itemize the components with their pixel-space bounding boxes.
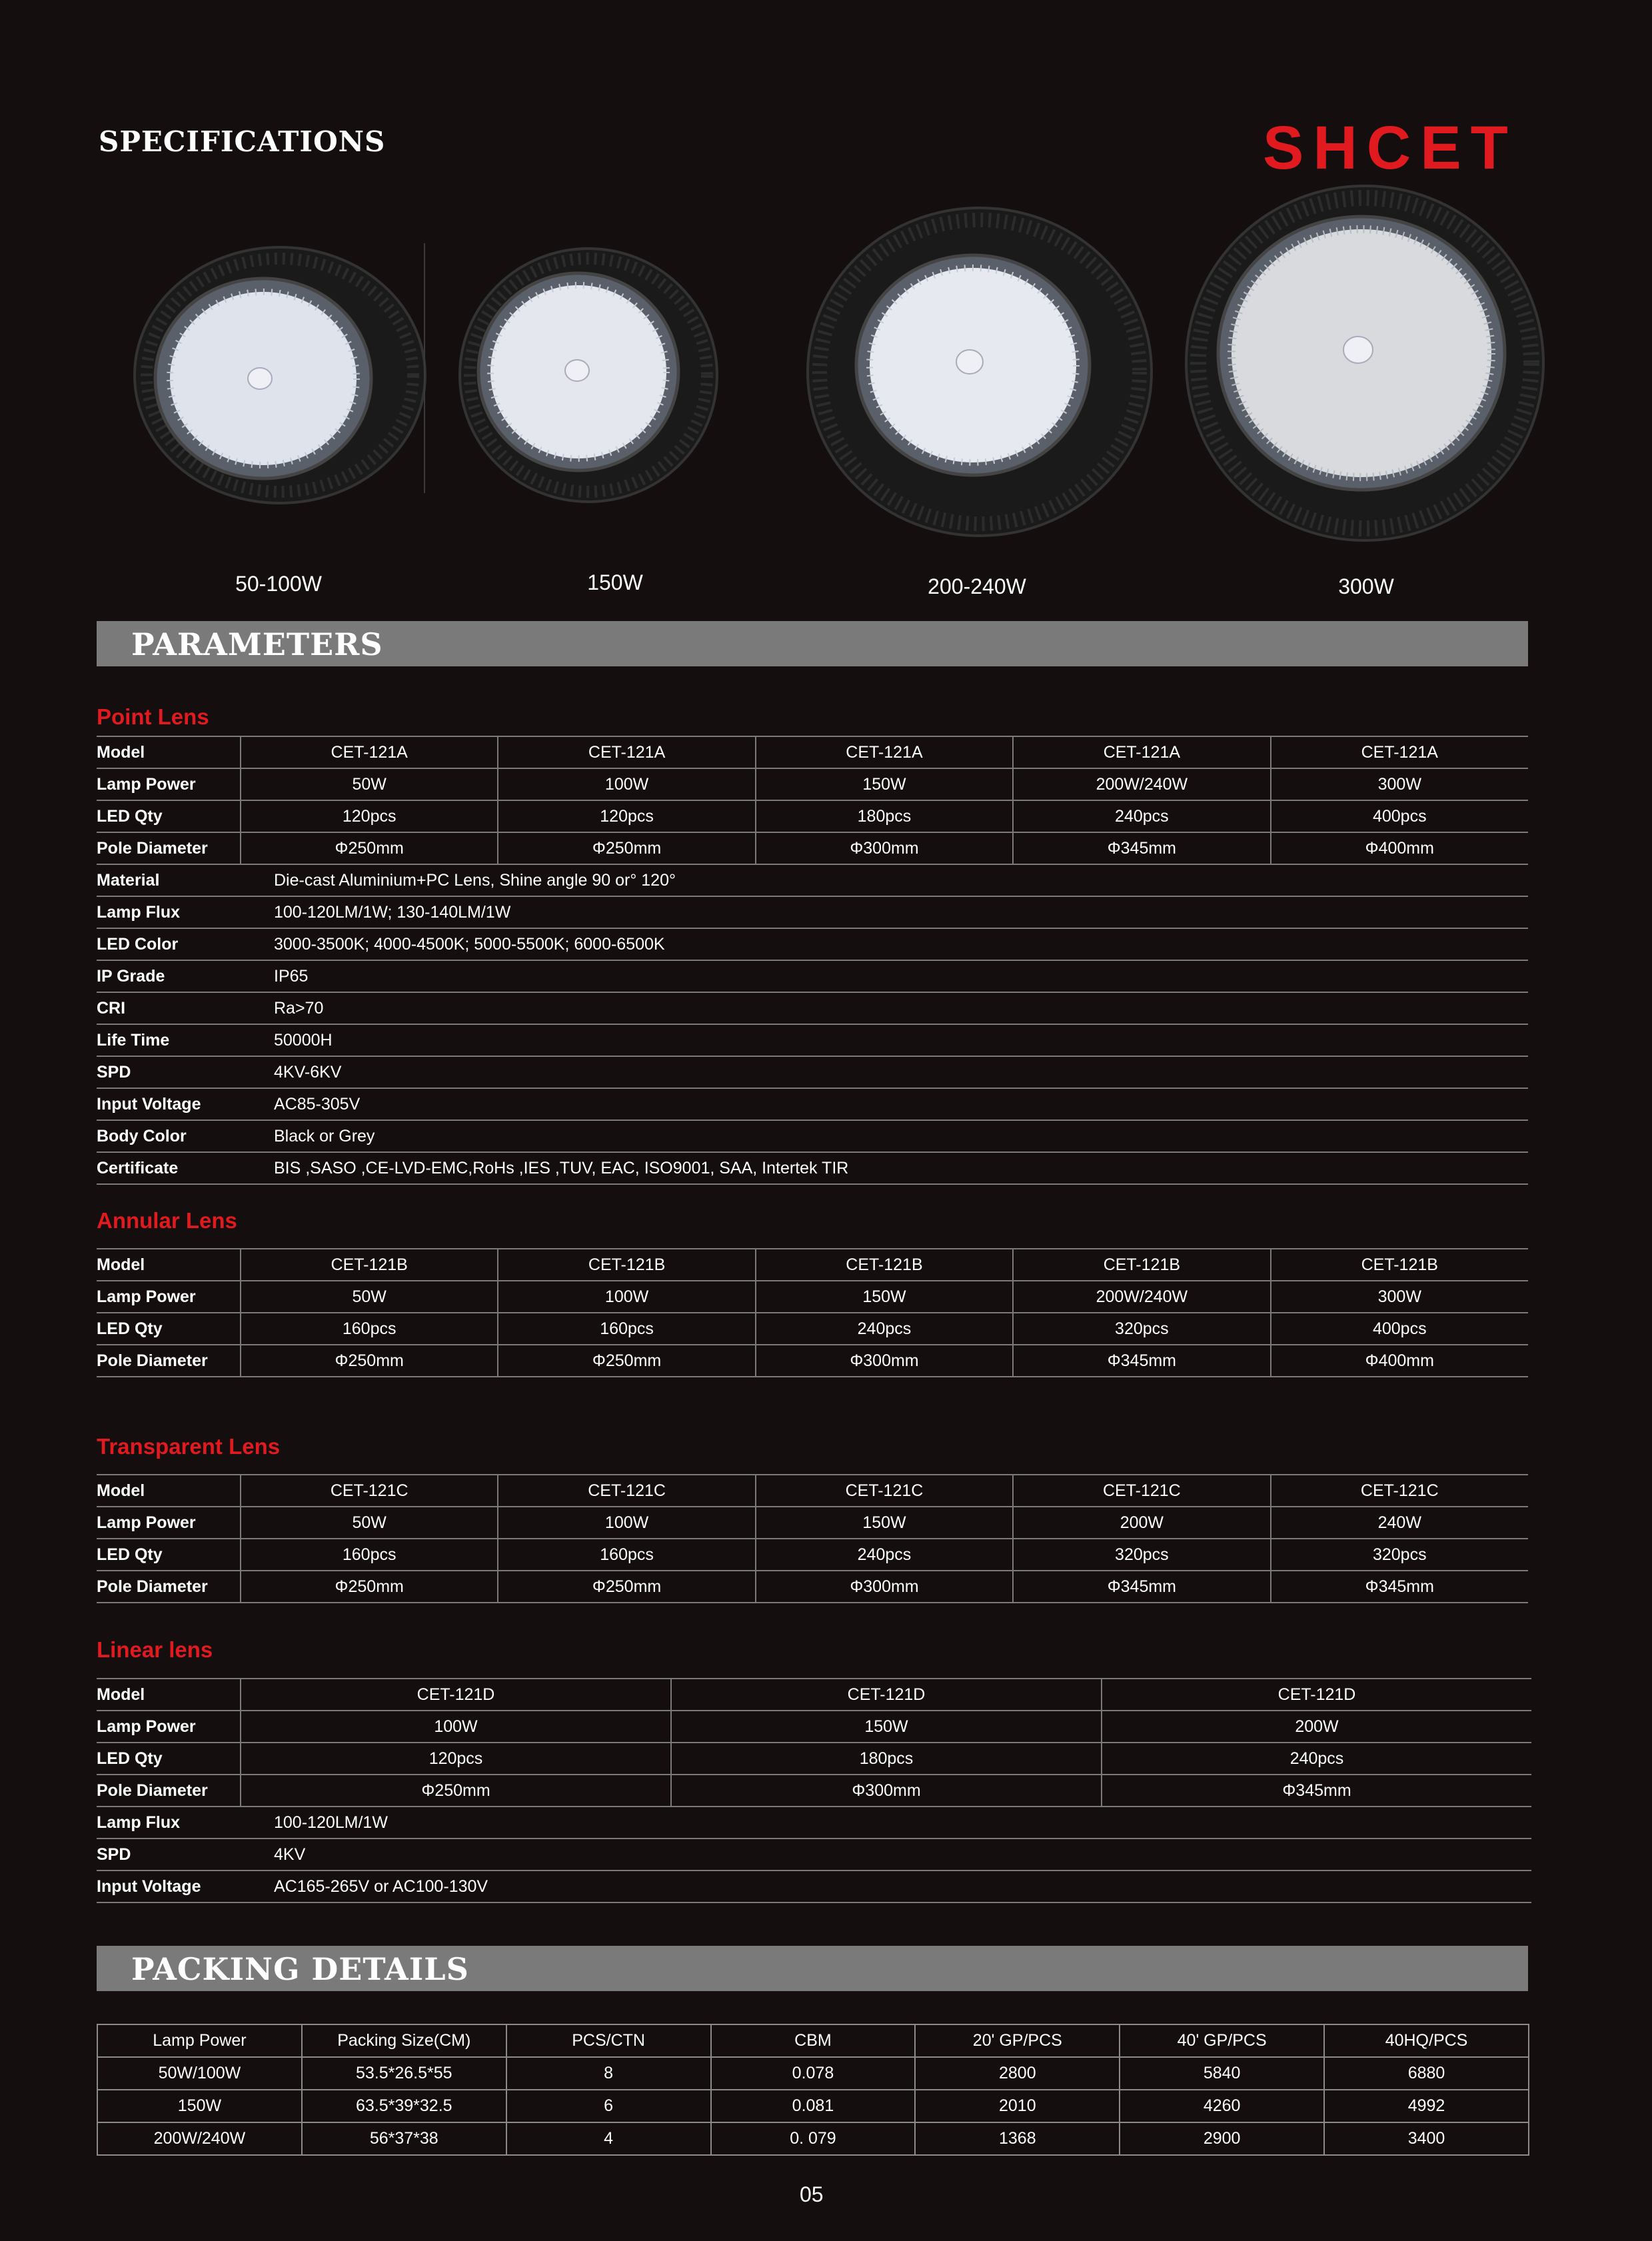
table-cell: Black or Grey xyxy=(241,1120,1528,1152)
row-label: CRI xyxy=(97,992,241,1024)
table-cell: 56*37*38 xyxy=(302,2122,506,2155)
table-cell: IP65 xyxy=(241,960,1528,992)
table-row xyxy=(97,1807,1531,1839)
table-cell: 200W/240W xyxy=(97,2122,302,2155)
table-row xyxy=(97,1743,1531,1775)
row-label: Body Color xyxy=(97,1120,241,1152)
table-cell: Φ400mm xyxy=(1271,1345,1528,1377)
table-cell: CET-121C xyxy=(241,1475,498,1507)
table-cell: 63.5*39*32.5 xyxy=(302,2090,506,2122)
row-label: Model xyxy=(97,1475,241,1507)
row-label: Pole Diameter xyxy=(97,1775,241,1807)
table-cell: 53.5*26.5*55 xyxy=(302,2057,506,2090)
table-cell: 150W xyxy=(756,1281,1013,1313)
brand-logo: SHCET xyxy=(1263,114,1517,182)
table-cell: 200W xyxy=(1013,1507,1270,1539)
product-label: 200-240W xyxy=(928,574,1026,598)
table-row xyxy=(97,1870,1531,1902)
row-label: Lamp Power xyxy=(97,1281,241,1313)
table-cell: CET-121B xyxy=(498,1249,755,1281)
table-cell: 120pcs xyxy=(498,800,755,832)
table-cell: 6880 xyxy=(1324,2057,1529,2090)
page-title: SPECIFICATIONS xyxy=(99,125,386,158)
row-label: Material xyxy=(97,864,241,896)
row-label: Pole Diameter xyxy=(97,1345,241,1377)
table-cell: 0.081 xyxy=(711,2090,916,2122)
table-cell: 240pcs xyxy=(1013,800,1270,832)
point-lens-table xyxy=(97,736,1528,1185)
table-row xyxy=(97,800,1528,832)
row-label: LED Color xyxy=(97,928,241,960)
table-row xyxy=(97,928,1528,960)
row-label: Lamp Power xyxy=(97,1711,241,1743)
table-cell: 100W xyxy=(498,768,755,800)
product-label: 150W xyxy=(587,570,643,594)
table-cell: 4KV-6KV xyxy=(241,1056,1528,1088)
table-cell: 3000-3500K; 4000-4500K; 5000-5500K; 6000-6500K xyxy=(241,928,1528,960)
row-label: Lamp Flux xyxy=(97,896,241,928)
table-cell: 50W xyxy=(241,1281,498,1313)
table-row xyxy=(97,832,1528,864)
row-label: Pole Diameter xyxy=(97,1571,241,1603)
table-row xyxy=(97,2122,1529,2155)
row-label: LED Qty xyxy=(97,1743,241,1775)
table-cell: CET-121A xyxy=(498,736,755,768)
table-row xyxy=(97,1249,1528,1281)
annular-lens-table xyxy=(97,1248,1528,1377)
table-row xyxy=(97,1056,1528,1088)
row-label: Lamp Flux xyxy=(97,1807,241,1839)
table-cell: Φ345mm xyxy=(1271,1571,1528,1603)
point-lens-title: Point Lens xyxy=(97,704,209,729)
table-cell: 120pcs xyxy=(241,800,498,832)
table-cell: 3400 xyxy=(1324,2122,1529,2155)
row-label: Model xyxy=(97,736,241,768)
column-header: 20' GP/PCS xyxy=(915,2024,1120,2057)
table-cell: 5840 xyxy=(1120,2057,1324,2090)
table-row xyxy=(97,736,1528,768)
table-cell: 400pcs xyxy=(1271,800,1528,832)
table-cell: Ra>70 xyxy=(241,992,1528,1024)
table-row xyxy=(97,1313,1528,1345)
table-row xyxy=(97,1539,1528,1571)
table-cell: Φ300mm xyxy=(756,1345,1013,1377)
table-cell: Φ250mm xyxy=(498,1345,755,1377)
table-cell: CET-121D xyxy=(671,1679,1102,1711)
row-label: Pole Diameter xyxy=(97,832,241,864)
table-cell: Φ400mm xyxy=(1271,832,1528,864)
table-cell: 200W/240W xyxy=(1013,1281,1270,1313)
table-row xyxy=(97,864,1528,896)
row-label: Lamp Power xyxy=(97,768,241,800)
table-row xyxy=(97,1024,1528,1056)
transparent-lens-title: Transparent Lens xyxy=(97,1434,281,1459)
table-cell: Φ300mm xyxy=(671,1775,1102,1807)
table-cell: CET-121A xyxy=(1271,736,1528,768)
table-cell: 160pcs xyxy=(498,1313,755,1345)
table-cell: CET-121A xyxy=(756,736,1013,768)
table-cell: 180pcs xyxy=(671,1743,1102,1775)
table-cell: CET-121B xyxy=(756,1249,1013,1281)
table-cell: 240pcs xyxy=(756,1313,1013,1345)
table-cell: 240pcs xyxy=(756,1539,1013,1571)
table-cell: 200W xyxy=(1102,1711,1531,1743)
table-row xyxy=(97,1679,1531,1711)
table-cell: 4992 xyxy=(1324,2090,1529,2122)
table-cell: Φ300mm xyxy=(756,832,1013,864)
table-header-row xyxy=(97,2024,1529,2057)
table-row xyxy=(97,1711,1531,1743)
table-cell: 320pcs xyxy=(1271,1539,1528,1571)
table-cell: Φ300mm xyxy=(756,1571,1013,1603)
column-header: CBM xyxy=(711,2024,916,2057)
packing-table xyxy=(97,2024,1529,2156)
table-cell: 4KV xyxy=(241,1839,1531,1870)
table-cell: Φ250mm xyxy=(241,832,498,864)
table-cell: CET-121B xyxy=(1271,1249,1528,1281)
row-label: LED Qty xyxy=(97,800,241,832)
packing-band xyxy=(97,1946,1528,1991)
row-label: LED Qty xyxy=(97,1313,241,1345)
table-cell: 4260 xyxy=(1120,2090,1324,2122)
parameters-heading: PARAMETERS xyxy=(131,626,383,662)
table-cell: 0.078 xyxy=(711,2057,916,2090)
table-cell: CET-121D xyxy=(241,1679,671,1711)
product-label: 300W xyxy=(1338,574,1394,598)
table-cell: Φ250mm xyxy=(241,1571,498,1603)
table-cell: CET-121B xyxy=(241,1249,498,1281)
table-cell: Φ250mm xyxy=(498,1571,755,1603)
column-header: Packing Size(CM) xyxy=(302,2024,506,2057)
linear-lens-title: Linear lens xyxy=(97,1637,213,1662)
table-cell: 120pcs xyxy=(241,1743,671,1775)
table-cell: Die-cast Aluminium+PC Lens, Shine angle 90 or° 120° xyxy=(241,864,1528,896)
table-cell: AC165-265V or AC100-130V xyxy=(241,1870,1531,1902)
table-row xyxy=(97,1281,1528,1313)
table-cell: Φ250mm xyxy=(241,1345,498,1377)
table-cell: 320pcs xyxy=(1013,1539,1270,1571)
row-label: Lamp Power xyxy=(97,1507,241,1539)
table-cell: 160pcs xyxy=(241,1539,498,1571)
divider xyxy=(424,243,425,493)
table-row xyxy=(97,896,1528,928)
table-row xyxy=(97,2090,1529,2122)
parameters-band xyxy=(97,621,1528,666)
table-cell: Φ250mm xyxy=(498,832,755,864)
table-cell: 200W/240W xyxy=(1013,768,1270,800)
table-cell: 400pcs xyxy=(1271,1313,1528,1345)
page-number: 05 xyxy=(800,2182,824,2206)
table-row xyxy=(97,1571,1528,1603)
table-row xyxy=(97,1345,1528,1377)
table-cell: 100W xyxy=(498,1507,755,1539)
row-label: SPD xyxy=(97,1839,241,1870)
row-label: LED Qty xyxy=(97,1539,241,1571)
table-cell: CET-121B xyxy=(1013,1249,1270,1281)
table-row xyxy=(97,768,1528,800)
table-cell: 240pcs xyxy=(1102,1743,1531,1775)
table-cell: 240W xyxy=(1271,1507,1528,1539)
table-cell: 300W xyxy=(1271,1281,1528,1313)
table-row xyxy=(97,1507,1528,1539)
lamp-image-150w xyxy=(458,245,718,505)
column-header: 40' GP/PCS xyxy=(1120,2024,1324,2057)
table-cell: 150W xyxy=(671,1711,1102,1743)
row-label: Life Time xyxy=(97,1024,241,1056)
table-cell: 150W xyxy=(756,1507,1013,1539)
row-label: Input Voltage xyxy=(97,1870,241,1902)
table-cell: 100W xyxy=(498,1281,755,1313)
table-cell: Φ345mm xyxy=(1013,1571,1270,1603)
table-cell: CET-121A xyxy=(241,736,498,768)
table-cell: CET-121C xyxy=(756,1475,1013,1507)
linear-lens-table xyxy=(97,1678,1531,1903)
row-label: Model xyxy=(97,1249,241,1281)
table-cell: Φ345mm xyxy=(1102,1775,1531,1807)
table-cell: 150W xyxy=(97,2090,302,2122)
row-label: Model xyxy=(97,1679,241,1711)
table-cell: CET-121C xyxy=(1271,1475,1528,1507)
table-cell: 150W xyxy=(756,768,1013,800)
table-cell: 1368 xyxy=(915,2122,1120,2155)
table-cell: 50W/100W xyxy=(97,2057,302,2090)
table-row xyxy=(97,1152,1528,1184)
table-cell: 50W xyxy=(241,768,498,800)
table-row xyxy=(97,1088,1528,1120)
table-row xyxy=(97,2057,1529,2090)
row-label: IP Grade xyxy=(97,960,241,992)
row-label: SPD xyxy=(97,1056,241,1088)
table-cell: 50000H xyxy=(241,1024,1528,1056)
table-cell: 50W xyxy=(241,1507,498,1539)
table-cell: 8 xyxy=(506,2057,711,2090)
table-cell: CET-121A xyxy=(1013,736,1270,768)
product-label: 50-100W xyxy=(235,572,322,596)
table-cell: CET-121C xyxy=(1013,1475,1270,1507)
lamp-image-200-240w xyxy=(806,205,1153,538)
lamp-image-300w xyxy=(1185,183,1545,543)
table-cell: 300W xyxy=(1271,768,1528,800)
lamp-image-50-100w xyxy=(133,245,426,505)
table-cell: CET-121C xyxy=(498,1475,755,1507)
table-cell: 2900 xyxy=(1120,2122,1324,2155)
table-cell: Φ345mm xyxy=(1013,1345,1270,1377)
table-cell: 2010 xyxy=(915,2090,1120,2122)
column-header: 40HQ/PCS xyxy=(1324,2024,1529,2057)
table-row xyxy=(97,1839,1531,1870)
table-cell: CET-121D xyxy=(1102,1679,1531,1711)
row-label: Certificate xyxy=(97,1152,241,1184)
table-cell: 2800 xyxy=(915,2057,1120,2090)
annular-lens-title: Annular Lens xyxy=(97,1208,237,1233)
table-cell: Φ250mm xyxy=(241,1775,671,1807)
table-cell: 100-120LM/1W; 130-140LM/1W xyxy=(241,896,1528,928)
table-cell: BIS ,SASO ,CE-LVD-EMC,RoHs ,IES ,TUV, EAC, ISO9001, SAA, Intertek TIR xyxy=(241,1152,1528,1184)
table-cell: 320pcs xyxy=(1013,1313,1270,1345)
packing-heading: PACKING DETAILS xyxy=(131,1951,469,1987)
table-cell: 6 xyxy=(506,2090,711,2122)
table-row xyxy=(97,992,1528,1024)
table-row xyxy=(97,1775,1531,1807)
table-cell: 100W xyxy=(241,1711,671,1743)
table-cell: 180pcs xyxy=(756,800,1013,832)
column-header: PCS/CTN xyxy=(506,2024,711,2057)
table-row xyxy=(97,1475,1528,1507)
table-cell: AC85-305V xyxy=(241,1088,1528,1120)
table-cell: 0. 079 xyxy=(711,2122,916,2155)
table-cell: Φ345mm xyxy=(1013,832,1270,864)
row-label: Input Voltage xyxy=(97,1088,241,1120)
table-cell: 160pcs xyxy=(498,1539,755,1571)
table-cell: 4 xyxy=(506,2122,711,2155)
table-row xyxy=(97,1120,1528,1152)
transparent-lens-table xyxy=(97,1474,1528,1603)
table-cell: 160pcs xyxy=(241,1313,498,1345)
table-row xyxy=(97,960,1528,992)
column-header: Lamp Power xyxy=(97,2024,302,2057)
table-cell: 100-120LM/1W xyxy=(241,1807,1531,1839)
